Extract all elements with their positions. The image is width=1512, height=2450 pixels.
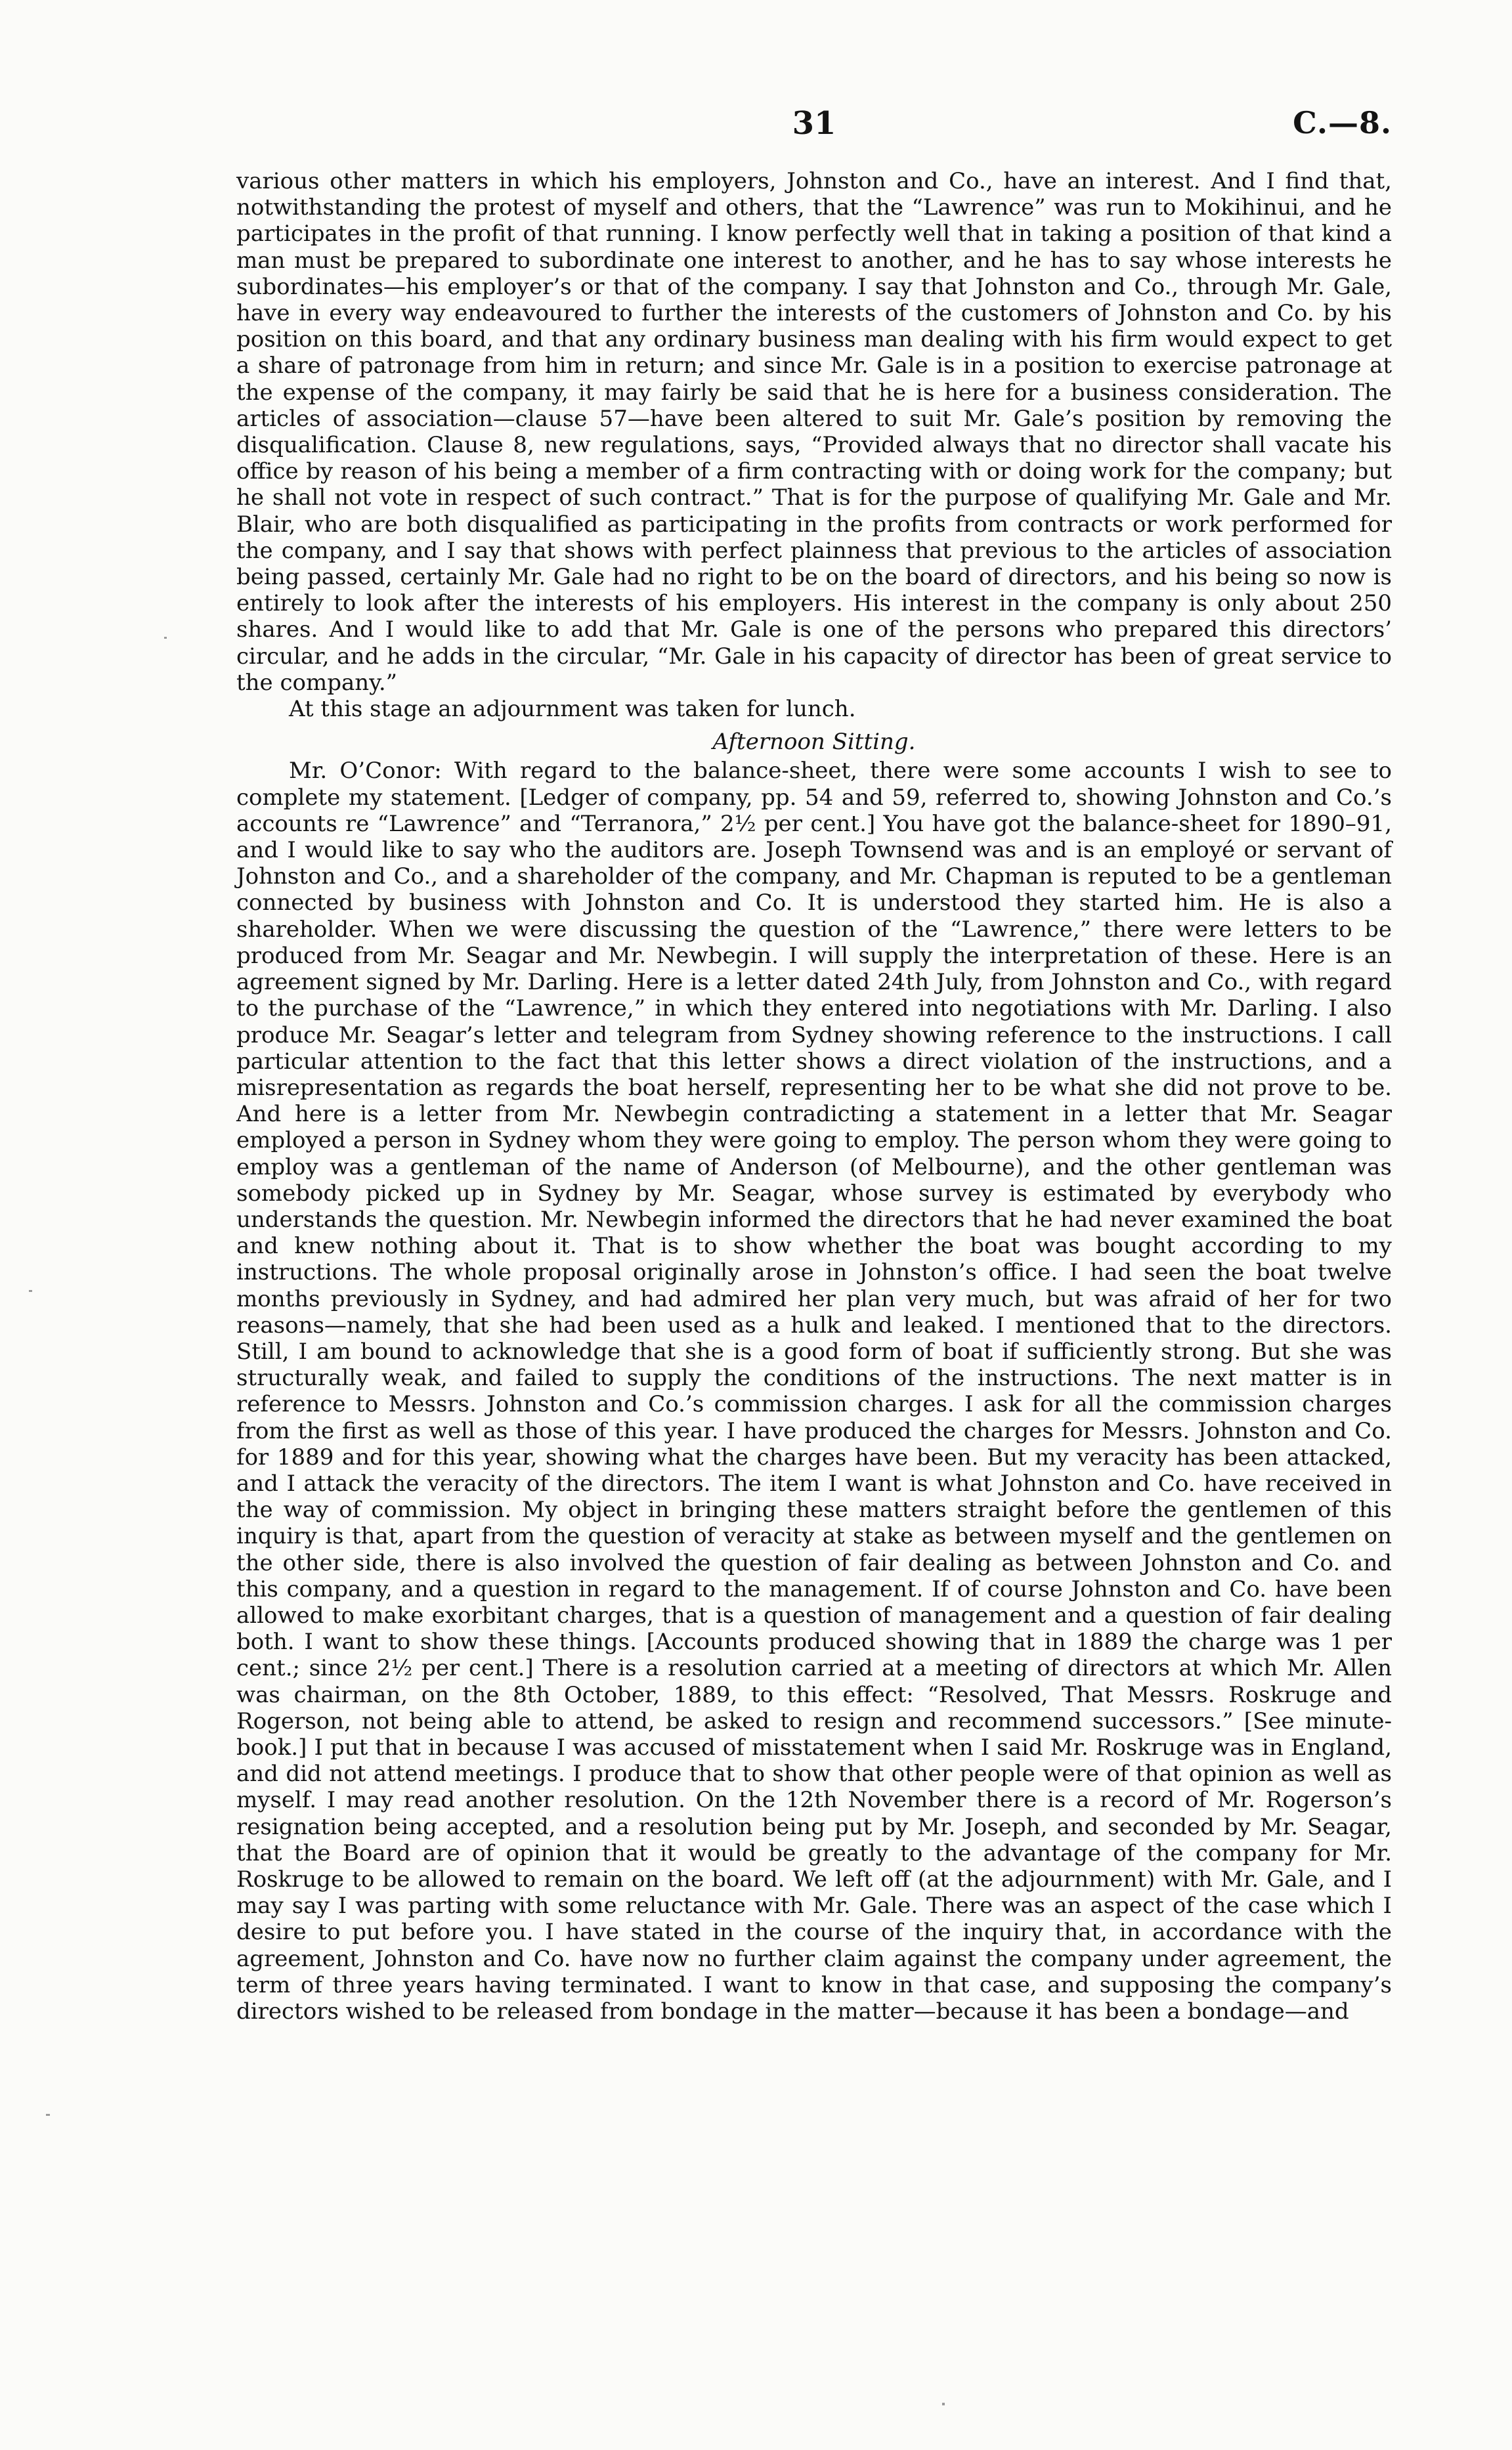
scan-mark (942, 2403, 945, 2405)
document-code: C.—8. (1293, 105, 1392, 140)
paragraph-continuation: various other matters in which his employers, Johnston and Co., have an interest. And I find that, notwithstanding the protest of myself and others, that the “Lawrence” was run to Mokihinui, and he participates in the profit of that running. I know perfectly well that in taking a position of that kind a man must be prepared to subordinate one interest to another, and he has to say whose interests he subordinates—his employer’s or that of the company. I say that Johnston and Co., through Mr. Gale, have in every way endeavoured to further the interests of the customers of Johnston and Co. by his position on this board, and that any ordinary business man dealing with his firm would expect to get a share of patronage from him in return; and since Mr. Gale is in a position to exercise patronage at the expense of the company, it may fairly be said that he is here for a business consideration. The articles of association—clause 57—have been altered to suit Mr. Gale’s position by removing the disqualification. Clause 8, new regulations, says, “Provided always that no director shall vacate his office by reason of his being a member of a firm contracting with or doing work for the company; but he shall not vote in respect of such contract.” That is for the purpose of qualifying Mr. Gale and Mr. Blair, who are both disqualified as participating in the profits from contracts or work performed for the company, and I say that shows with perfect plainness that previous to the articles of association being passed, certainly Mr. Gale had no right to be on the board of directors, and his being so now is entirely to look after the interests of his employers. His interest in the company is only about 250 shares. And I would like to add that Mr. Gale is one of the persons who prepared this directors’ circular, and he adds in the circular, “Mr. Gale in his capacity of director has been of great service to the company.” (236, 168, 1392, 696)
paragraph-afternoon-statement: Mr. O’Conor: With regard to the balance-sheet, there were some accounts I wish to see to complete my statement. [Ledger of company, pp. 54 and 59, referred to, showing Johnston and Co.’s accounts re “Lawrence” and “Terranora,” 2½ per cent.] You have got the balance-sheet for 1890–91, and I would like to say who the auditors are. Joseph Townsend was and is an employé or servant of Johnston and Co., and a shareholder of the company, and Mr. Chapman is reputed to be a gentleman connected by business with Johnston and Co. It is understood they started him. He is also a shareholder. When we were discussing the question of the “Lawrence,” there were letters to be produced from Mr. Seagar and Mr. Newbegin. I will supply the interpretation of these. Here is an agreement signed by Mr. Darling. Here is a letter dated 24th July, from Johnston and Co., with regard to the purchase of the “Lawrence,” in which they entered into negotiations with Mr. Darling. I also produce Mr. Seagar’s letter and telegram from Sydney showing reference to the instructions. I call particular attention to the fact that this letter shows a direct violation of the instructions, and a misrepresentation as regards the boat herself, representing her to be what she did not prove to be. And here is a letter from Mr. Newbegin contradicting a statement in a letter that Mr. Seagar employed a person in Sydney whom they were going to employ. The person whom they were going to employ was a gentleman of the name of Anderson (of Melbourne), and the other gentleman was somebody picked up in Sydney by Mr. Seagar, whose survey is estimated by everybody who understands the question. Mr. Newbegin informed the directors that he had never examined the boat and knew nothing about it. That is to show whether the boat was bought according to my instructions. The whole proposal originally arose in Johnston’s office. I had seen the boat twelve months previously in Sydney, and had admired her plan very much, but was afraid of her for two reasons—namely, that she had been used as a hulk and leaked. I mentioned that to the directors. Still, I am bound to acknowledge that she is a good form of boat if sufficiently strong. But she was structurally weak, and failed to supply the conditions of the instructions. The next matter is in reference to Messrs. Johnston and Co.’s commission charges. I ask for all the commission charges from the first as well as those of this year. I have produced the charges for Messrs. Johnston and Co. for 1889 and for this year, showing what the charges have been. But my veracity has been attacked, and I attack the veracity of the directors. The item I want is what Johnston and Co. have received in the way of commission. My object in bringing these matters straight before the gentlemen of this inquiry is that, apart from the question of veracity at stake as between myself and the gentlemen on the other side, there is also involved the question of fair dealing as between Johnston and Co. and this company, and a question in regard to the management. If of course Johnston and Co. have been allowed to make exorbitant charges, that is a question of management and a question of fair dealing both. I want to show these things. [Accounts produced showing that in 1889 the charge was 1 per cent.; since 2½ per cent.] There is a resolution carried at a meeting of directors at which Mr. Allen was chairman, on the 8th October, 1889, to this effect: “Resolved, That Messrs. Roskruge and Rogerson, not being able to attend, be asked to resign and recommend successors.” [See minute-book.] I put that in because I was accused of misstatement when I said Mr. Roskruge was in England, and did not attend meetings. I produce that to show that other people were of that opinion as well as myself. I may read another resolution. On the 12th November there is a record of Mr. Rogerson’s resignation being accepted, and a resolution being put by Mr. Joseph, and seconded by Mr. Seagar, that the Board are of opinion that it would be greatly to the advantage of the company for Mr. Roskruge to be allowed to remain on the board. We left off (at the adjournment) with Mr. Gale, and I may say I was parting with some reluctance with Mr. Gale. There was an aspect of the case which I desire to put before you. I have stated in the course of the inquiry that, in accordance with the agreement, Johnston and Co. have now no further claim against the company under agreement, the term of three years having terminated. I want to know in that case, and supposing the company’s directors wished to be released from bondage in the matter—because it has been a bondage—and (236, 758, 1392, 2025)
scan-mark (29, 1290, 32, 1292)
page-number: 31 (792, 105, 836, 142)
scan-mark (164, 637, 167, 639)
scan-mark (46, 2114, 50, 2116)
page-header (236, 105, 1392, 158)
paragraph-adjournment: At this stage an adjournment was taken for lunch. (289, 696, 856, 723)
body-text (236, 168, 1392, 2025)
section-heading: Afternoon Sitting. (712, 729, 916, 756)
